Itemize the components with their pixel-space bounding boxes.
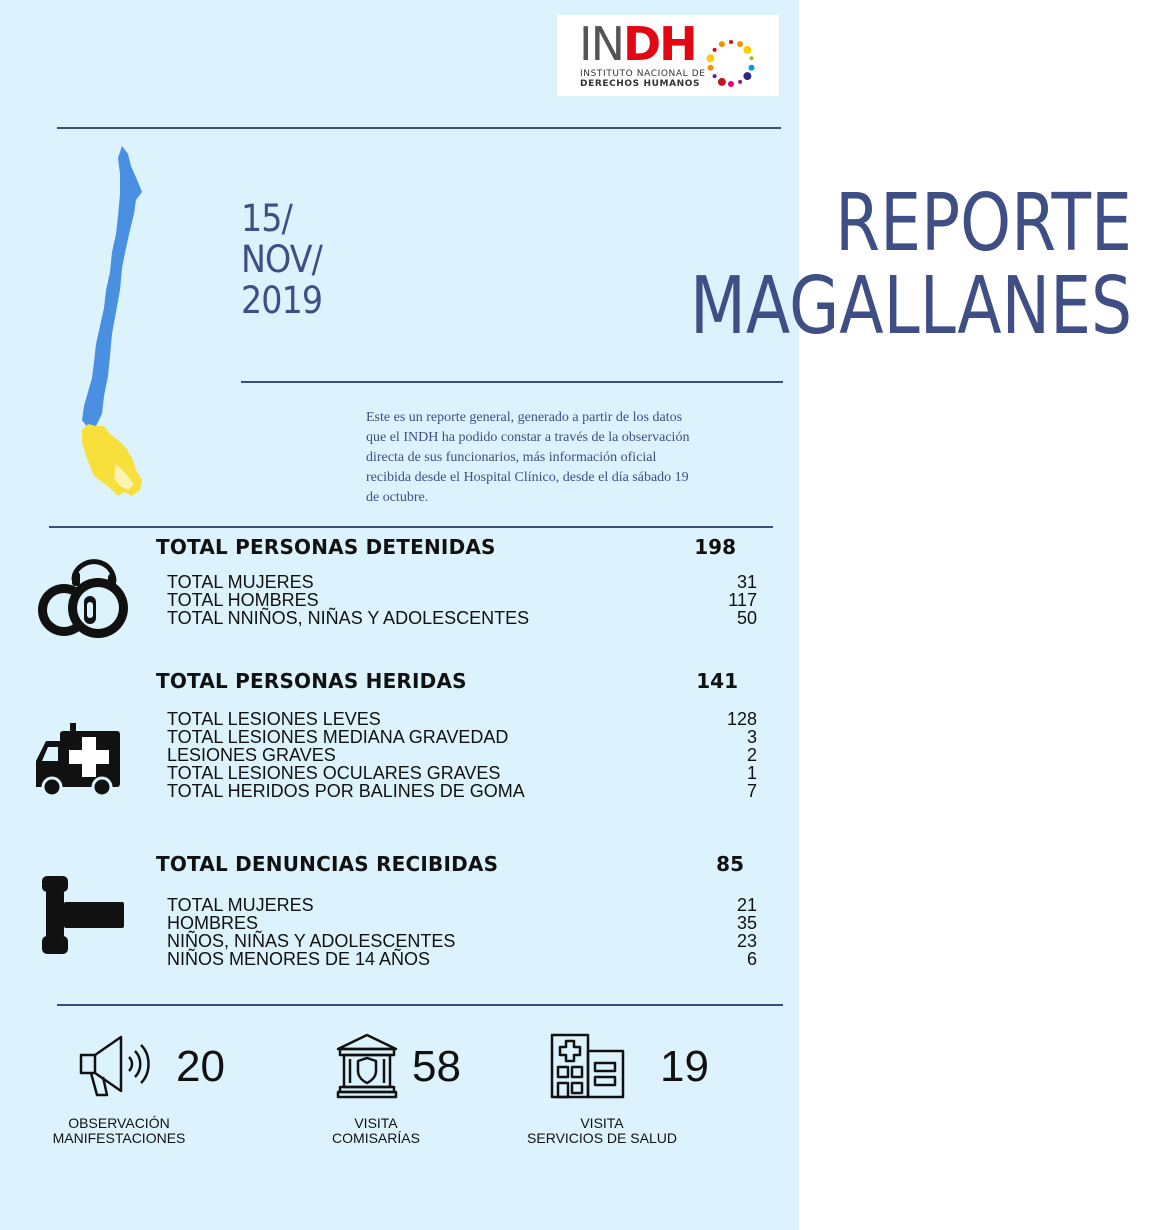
table-row: TOTAL NNIÑOS, NIÑAS Y ADOLESCENTES 50 <box>167 608 757 628</box>
gavel-icon <box>40 874 126 956</box>
heridas-total: 141 <box>696 669 738 693</box>
detenidas-title: TOTAL PERSONAS DETENIDAS <box>156 535 496 559</box>
salud-value: 19 <box>660 1042 709 1091</box>
comisarias-value: 58 <box>412 1042 461 1091</box>
table-row: NIÑOS MENORES DE 14 AÑOS 6 <box>167 949 757 969</box>
logo-dot <box>728 81 734 87</box>
denuncias-total: 85 <box>716 852 744 876</box>
divider-bottom <box>57 1004 783 1006</box>
logo-dot <box>749 65 755 71</box>
handcuffs-icon <box>34 558 132 640</box>
report-date <box>241 198 322 321</box>
logo-wordmark: INDH <box>579 17 696 71</box>
chile-map <box>76 144 148 508</box>
heridas-title: TOTAL PERSONAS HERIDAS <box>156 669 467 693</box>
divider-top <box>57 127 781 129</box>
table-row: TOTAL MUJERES 21 <box>167 895 757 915</box>
heridas-rows <box>167 710 757 800</box>
detenidas-rows <box>167 573 757 627</box>
title-line-1: REPORTE <box>835 177 1132 269</box>
logo-line-2: DERECHOS HUMANOS <box>580 79 701 89</box>
logo-dot <box>719 41 725 47</box>
indh-logo <box>557 15 779 96</box>
divider-stats <box>49 526 773 528</box>
table-row: TOTAL HOMBRES 117 <box>167 590 757 610</box>
logo-dot <box>708 65 714 71</box>
hospital-icon <box>550 1033 626 1099</box>
table-row: HOMBRES 35 <box>167 913 757 933</box>
title-line-2: MAGALLANES <box>689 260 1132 352</box>
logo-dot <box>737 41 743 47</box>
table-row: TOTAL LESIONES OCULARES GRAVES 1 <box>167 763 757 783</box>
megaphone-icon <box>77 1033 153 1097</box>
logo-dot <box>738 80 742 84</box>
logo-dot <box>713 74 717 78</box>
logo-dot <box>713 48 717 52</box>
divider-title <box>241 381 783 383</box>
logo-line-1: INSTITUTO NACIONAL DE <box>580 69 706 79</box>
police-station-icon <box>336 1033 398 1099</box>
observacion-caption: OBSERVACIÓN MANIFESTACIONES <box>52 1115 186 1146</box>
date-month: NOV/ <box>241 238 322 281</box>
logo-dot <box>750 56 754 60</box>
date-year: 2019 <box>241 279 323 322</box>
logo-dot-ring-icon <box>703 37 759 89</box>
denuncias-rows <box>167 896 757 968</box>
date-day: 15/ <box>241 197 292 240</box>
table-row: TOTAL LESIONES MEDIANA GRAVEDAD 3 <box>167 727 757 747</box>
observacion-value: 20 <box>176 1042 225 1091</box>
logo-dot <box>743 46 751 54</box>
logo-dot <box>729 40 733 44</box>
logo-dot <box>707 54 715 62</box>
detenidas-total: 198 <box>694 535 736 559</box>
denuncias-title: TOTAL DENUNCIAS RECIBIDAS <box>156 852 499 876</box>
table-row: TOTAL MUJERES 31 <box>167 572 757 592</box>
logo-dot <box>718 78 726 86</box>
salud-caption: VISITA SERVICIOS DE SALUD <box>527 1115 677 1146</box>
logo-dot <box>743 72 751 80</box>
comisarias-caption: VISITA COMISARÍAS <box>332 1115 420 1146</box>
intro-text: Este es un reporte general, generado a partir de los datos que el INDH ha podido constar a través de la observación directa de sus funcionarios, más información oficial recibida desde el Hospital Clínico, desde el día sábado 19 de octubre. <box>366 410 690 505</box>
table-row: TOTAL LESIONES LEVES 128 <box>167 709 757 729</box>
table-row: NIÑOS, NIÑAS Y ADOLESCENTES 23 <box>167 931 757 951</box>
table-row: TOTAL HERIDOS POR BALINES DE GOMA 7 <box>167 781 757 801</box>
table-row: LESIONES GRAVES 2 <box>167 745 757 765</box>
ambulance-icon <box>34 723 122 797</box>
